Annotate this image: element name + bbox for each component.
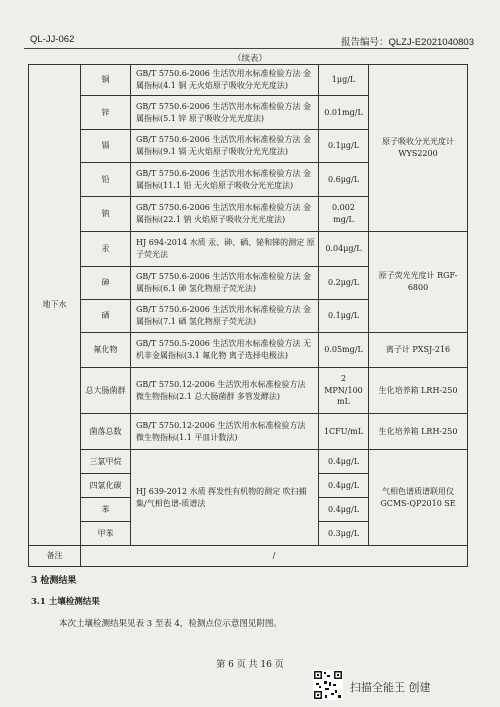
report-number: 报告编号：QLZJ-E2021040803 <box>340 37 474 48</box>
item-cell: 铜 <box>81 65 131 96</box>
method-cell: GB/T 5750.12-2006 生活饮用水标准检验方法 微生物指标(2.1 总大肠菌群 多管发酵法) <box>131 368 319 414</box>
method-cell: GB/T 5750.6-2006 生活饮用水标准检验方法 金属指标(7.1 硒 氢化物原子荧光法) <box>131 300 319 333</box>
continued-label: （续表） <box>232 54 267 64</box>
limit-cell: 0.002 mg/L <box>319 197 369 232</box>
item-cell: 菌落总数 <box>81 414 131 450</box>
item-cell: 甲苯 <box>81 522 131 546</box>
item-cell: 四氯化碳 <box>81 474 131 498</box>
table-row <box>29 232 468 267</box>
limit-cell: 0.4μg/L <box>319 450 369 474</box>
table-row <box>29 450 468 474</box>
page-number: 第 6 页 共 16 页 <box>216 660 284 670</box>
camscanner-watermark: 扫描全能王 创建 <box>350 681 431 694</box>
method-cell: GB/T 5750.6-2006 生活饮用水标准检验方法 金属指标(6.1 砷 氢化物原子荧光法) <box>131 267 319 300</box>
method-cell: GB/T 5750.6-2006 生活饮用水标准检验方法 金属指标(4.1 铜 无火焰原子吸收分光光度法) <box>131 65 319 96</box>
item-cell: 锌 <box>81 96 131 130</box>
instrument-cell: 离子计 PXSJ-216 <box>369 333 468 368</box>
limit-cell: 2 MPN/100 mL <box>319 368 369 414</box>
body-paragraph: 本次土壤检测结果见表 3 至表 4，检测点位示意图见附图。 <box>59 619 282 629</box>
table-row <box>29 368 468 414</box>
remarks-row <box>29 546 468 567</box>
instrument-cell: 生化培养箱 LRH-250 <box>369 368 468 414</box>
method-cell: GB/T 5750.6-2006 生活饮用水标准检验方法 金属指标(22.1 钠 火焰原子吸收分光光度法) <box>131 197 319 232</box>
method-cell: GB/T 5750.6-2006 生活饮用水标准检验方法 金属指标(5.1 锌 原子吸收分光光度法) <box>131 96 319 130</box>
item-cell: 铅 <box>81 163 131 197</box>
item-cell: 总大肠菌群 <box>81 368 131 414</box>
instrument-cell: 原子荧光光度计 RGF-6800 <box>369 232 468 333</box>
item-cell: 三氯甲烷 <box>81 450 131 474</box>
limit-cell: 0.04μg/L <box>319 232 369 267</box>
page-header <box>26 34 474 48</box>
limit-cell: 0.05mg/L <box>319 333 369 368</box>
test-method-table <box>28 64 468 567</box>
section-heading: 3 检测结果 <box>31 576 77 586</box>
item-cell: 氟化物 <box>81 333 131 368</box>
table-row <box>29 333 468 368</box>
item-cell: 镉 <box>81 130 131 163</box>
limit-cell: 0.1μg/L <box>319 300 369 333</box>
document-code: QL-JJ-062 <box>30 34 75 45</box>
item-cell: 汞 <box>81 232 131 267</box>
qr-code-icon <box>313 670 343 700</box>
category-cell: 地下水 <box>29 65 81 546</box>
limit-cell: 1μg/L <box>319 65 369 96</box>
instrument-cell: 生化培养箱 LRH-250 <box>369 414 468 450</box>
table-row <box>29 65 468 96</box>
item-cell: 硒 <box>81 300 131 333</box>
instrument-cell: 气相色谱质谱联用仪 GCMS-QP2010 SE <box>369 450 468 546</box>
item-cell: 砷 <box>81 267 131 300</box>
method-cell: GB/T 5750.6-2006 生活饮用水标准检验方法 金属指标(11.1 铅 无火焰原子吸收分光光度法) <box>131 163 319 197</box>
limit-cell: 0.2μg/L <box>319 267 369 300</box>
method-cell: GB/T 5750.6-2006 生活饮用水标准检验方法 金属指标(9.1 镉 无火焰原子吸收分光光度法) <box>131 130 319 163</box>
header-rule <box>24 48 469 49</box>
item-cell: 钠 <box>81 197 131 232</box>
limit-cell: 1CFU/mL <box>319 414 369 450</box>
method-cell: GB/T 5750.5-2006 生活饮用水标准检验方法 无机非金属指标(3.1 氟化物 离子选择电极法) <box>131 333 319 368</box>
limit-cell: 0.4μg/L <box>319 474 369 498</box>
instrument-cell: 原子吸收分光光度计 WYS2200 <box>369 65 468 232</box>
limit-cell: 0.01mg/L <box>319 96 369 130</box>
method-cell: GB/T 5750.12-2006 生活饮用水标准检验方法 微生物指标(1.1 平皿计数法) <box>131 414 319 450</box>
remarks-label: 备注 <box>29 546 81 567</box>
method-cell: HJ 639-2012 水质 挥发性有机物的测定 吹扫捕集/气相色谱-质谱法 <box>131 450 319 546</box>
limit-cell: 0.6μg/L <box>319 163 369 197</box>
limit-cell: 0.4μg/L <box>319 498 369 522</box>
limit-cell: 0.3μg/L <box>319 522 369 546</box>
method-cell: HJ 694-2014 水质 汞、砷、硒、铋和锑的测定 原子荧光法 <box>131 232 319 267</box>
limit-cell: 0.1μg/L <box>319 130 369 163</box>
item-cell: 苯 <box>81 498 131 522</box>
subsection-heading: 3.1 土壤检测结果 <box>31 597 100 607</box>
table-row <box>29 414 468 450</box>
remarks-value: / <box>81 546 468 567</box>
